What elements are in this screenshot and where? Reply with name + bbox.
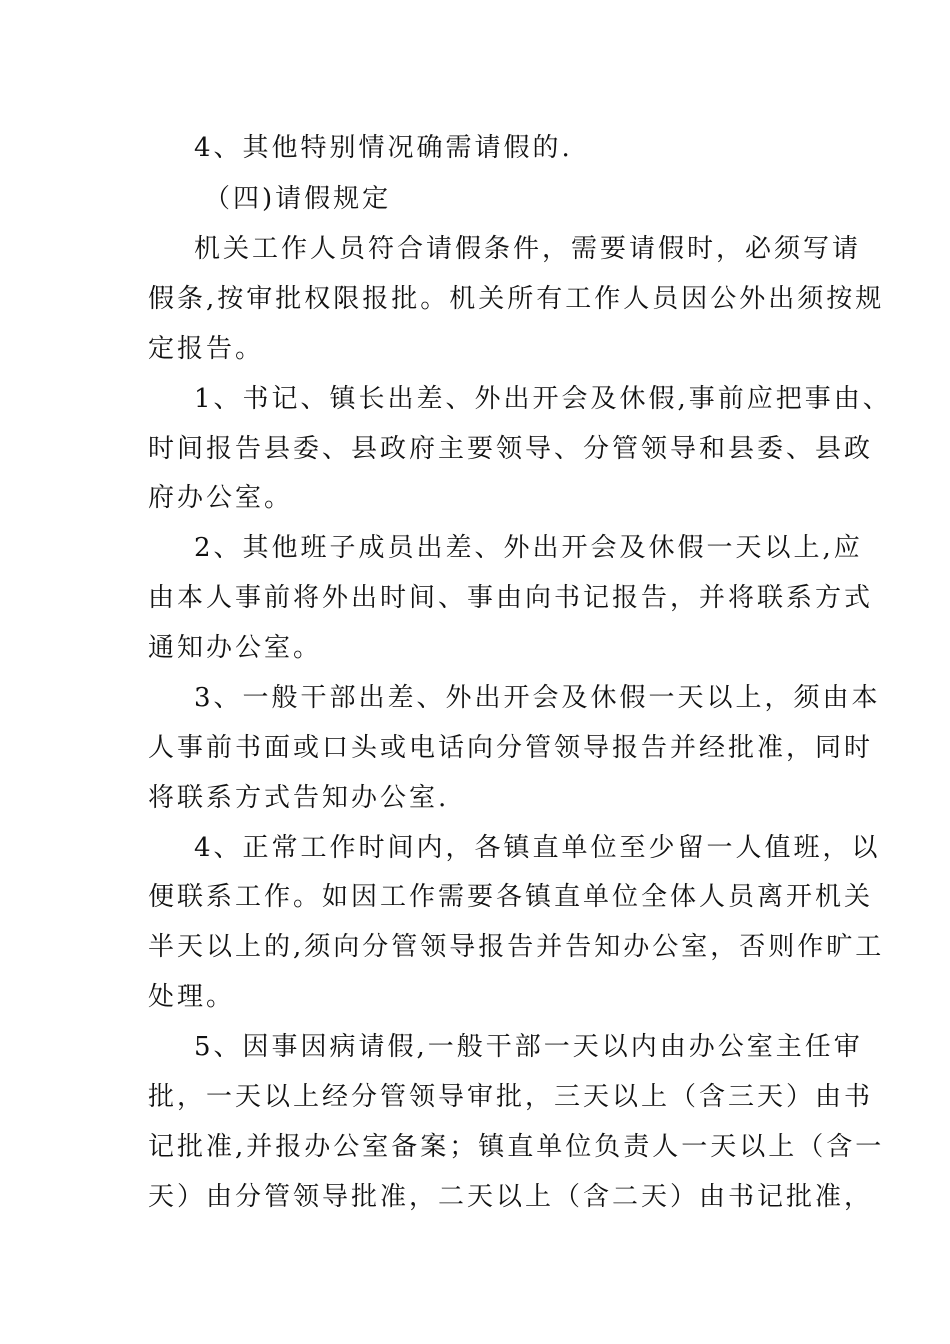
paragraph-line: 记批准,并报办公室备案；镇直单位负责人一天以上（含一: [148, 1132, 885, 1162]
paragraph-line: 机关工作人员符合请假条件，需要请假时，必须写请: [194, 234, 862, 264]
paragraph-line: 2、其他班子成员出差、外出开会及休假一天以上,应: [194, 533, 863, 563]
paragraph-line: 府办公室。: [148, 483, 294, 513]
paragraph-line: 天）由分管领导批准，二天以上（含二天）由书记批准，: [148, 1182, 874, 1212]
paragraph-line: 通知办公室。: [148, 633, 323, 663]
paragraph-line: 处理。: [148, 982, 236, 1012]
paragraph-line: 便联系工作。如因工作需要各镇直单位全体人员离开机关: [148, 882, 874, 912]
paragraph-line: 3、一般干部出差、外出开会及休假一天以上，须由本: [194, 683, 881, 713]
paragraph-line: 定报告。: [148, 334, 265, 364]
paragraph-line: 假条,按审批权限报批。机关所有工作人员因公外出须按规: [148, 284, 885, 314]
paragraph-line: 时间报告县委、县政府主要领导、分管领导和县委、县政: [148, 434, 874, 464]
paragraph-line: 将联系方式告知办公室.: [148, 783, 450, 813]
section-heading-leave-rules: （四)请假规定: [204, 184, 392, 214]
paragraph-line: 批，一天以上经分管领导审批，三天以上（含三天）由书: [148, 1082, 874, 1112]
paragraph-item-4-other: 4、其他特别情况确需请假的.: [194, 133, 573, 163]
paragraph-line: 人事前书面或口头或电话向分管领导报告并经批准，同时: [148, 733, 874, 763]
paragraph-line: 1、书记、镇长出差、外出开会及休假,事前应把事由、: [194, 384, 892, 414]
paragraph-line: 4、正常工作时间内，各镇直单位至少留一人值班，以: [194, 833, 881, 863]
paragraph-line: 由本人事前将外出时间、事由向书记报告，并将联系方式: [148, 583, 874, 613]
paragraph-line: 5、因事因病请假,一般干部一天以内由办公室主任审: [194, 1032, 863, 1062]
paragraph-line: 半天以上的,须向分管领导报告并告知办公室，否则作旷工: [148, 932, 885, 962]
